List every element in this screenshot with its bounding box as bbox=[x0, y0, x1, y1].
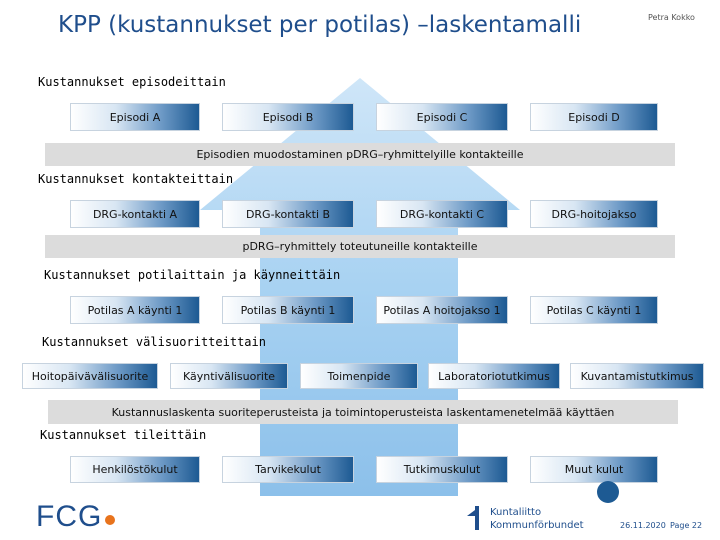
fcg-logo: FCG bbox=[36, 500, 103, 533]
footer-page-number: Page 22 bbox=[670, 521, 703, 530]
box-episode-d: Episodi D bbox=[530, 103, 658, 131]
navigation-circle-icon[interactable] bbox=[597, 481, 619, 503]
box-procedure: Toimenpide bbox=[300, 363, 418, 389]
footer-date: 26.11.2020 bbox=[620, 521, 666, 530]
box-ward-day-output: Hoitopäivävälisuorite bbox=[22, 363, 158, 389]
box-imaging-study: Kuvantamistutkimus bbox=[570, 363, 704, 389]
box-visit-output: Käyntivälisuorite bbox=[170, 363, 288, 389]
fcg-logo-dot-icon bbox=[105, 515, 115, 525]
bar-costing-method: Kustannuslaskenta suoriteperusteista ja toimintoperusteista laskentamenetelmää käyttäen bbox=[48, 400, 678, 424]
box-patient-a-care-period: Potilas A hoitojakso 1 bbox=[376, 296, 508, 324]
box-patient-c-visit: Potilas C käynti 1 bbox=[530, 296, 658, 324]
box-drg-care-period: DRG-hoitojakso bbox=[530, 200, 658, 228]
box-episode-b: Episodi B bbox=[222, 103, 354, 131]
section-heading-accounts: Kustannukset tileittäin bbox=[40, 428, 207, 442]
box-drg-contact-a: DRG-kontakti A bbox=[70, 200, 200, 228]
kuntaliitto-name: Kuntaliitto bbox=[490, 507, 542, 518]
section-heading-intermediate: Kustannukset välisuoritteittain bbox=[42, 335, 266, 349]
bar-episode-formation: Episodien muodostaminen pDRG–ryhmittelyille kontakteille bbox=[45, 143, 675, 166]
box-personnel-costs: Henkilöstökulut bbox=[70, 456, 200, 483]
page-title: KPP (kustannukset per potilas) –laskentamalli bbox=[58, 12, 582, 38]
section-heading-contacts: Kustannukset kontakteittain bbox=[38, 172, 234, 186]
box-patient-b-visit: Potilas B käynti 1 bbox=[222, 296, 354, 324]
section-heading-patients: Kustannukset potilaittain ja käynneittäin bbox=[44, 268, 341, 282]
box-other-costs: Muut kulut bbox=[530, 456, 658, 483]
kommunforbundet-name: Kommunförbundet bbox=[490, 520, 584, 531]
box-drg-contact-b: DRG-kontakti B bbox=[222, 200, 354, 228]
box-episode-a: Episodi A bbox=[70, 103, 200, 131]
bar-pdrg-grouping: pDRG–ryhmittely toteutuneille kontakteille bbox=[45, 235, 675, 258]
box-patient-a-visit: Potilas A käynti 1 bbox=[70, 296, 200, 324]
box-supply-costs: Tarvikekulut bbox=[222, 456, 354, 483]
box-laboratory-test: Laboratoriotutkimus bbox=[428, 363, 560, 389]
box-research-costs: Tutkimuskulut bbox=[376, 456, 508, 483]
box-episode-c: Episodi C bbox=[376, 103, 508, 131]
kuntaliitto-logo bbox=[465, 504, 487, 532]
author-label: Petra Kokko bbox=[648, 13, 695, 22]
section-heading-episodes: Kustannukset episodeittain bbox=[38, 75, 226, 89]
box-drg-contact-c: DRG-kontakti C bbox=[376, 200, 508, 228]
